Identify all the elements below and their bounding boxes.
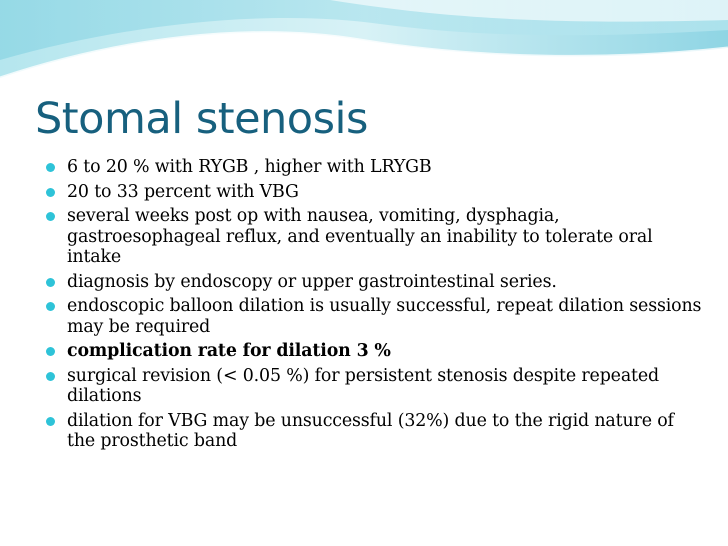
bullet-item (46, 182, 706, 203)
bullet-item-highlighted (46, 341, 706, 362)
bullet-item (46, 206, 706, 268)
bullet-dot-icon (46, 163, 55, 172)
header-wave-decoration (0, 0, 728, 90)
bullet-dot-icon (46, 212, 55, 221)
bullet-item (46, 272, 706, 293)
bullet-text: diagnosis by endoscopy or upper gastrointestinal series. (67, 271, 557, 292)
bullet-item (46, 411, 706, 452)
bullet-dot-icon (46, 372, 55, 381)
bullet-text: endoscopic balloon dilation is usually successful, repeat dilation sessions may be required (67, 296, 702, 337)
bullet-item (46, 157, 706, 178)
bullet-text: dilation for VBG may be unsuccessful (32%) due to the rigid nature of the prosthetic band (67, 410, 674, 451)
bullet-dot-icon (46, 417, 55, 426)
bullet-dot-icon (46, 188, 55, 197)
bullet-text: complication rate for dilation 3 % (67, 341, 391, 361)
bullet-text: surgical revision (< 0.05 %) for persistent stenosis despite repeated dilations (67, 365, 659, 406)
bullet-dot-icon (46, 302, 55, 311)
bullet-text: 20 to 33 percent with VBG (67, 181, 299, 202)
bullet-dot-icon (46, 278, 55, 287)
bullet-text: several weeks post op with nausea, vomiting, dysphagia, gastroesophageal reflux, and eventually an inability to tolerate oral intake (67, 206, 653, 267)
bullet-dot-icon (46, 347, 55, 356)
bullet-text: 6 to 20 % with RYGB , higher with LRYGB (67, 157, 432, 177)
bullet-item (46, 366, 706, 407)
bullet-item (46, 296, 706, 337)
bullet-list (46, 157, 706, 456)
slide-title: Stomal stenosis (35, 94, 368, 144)
